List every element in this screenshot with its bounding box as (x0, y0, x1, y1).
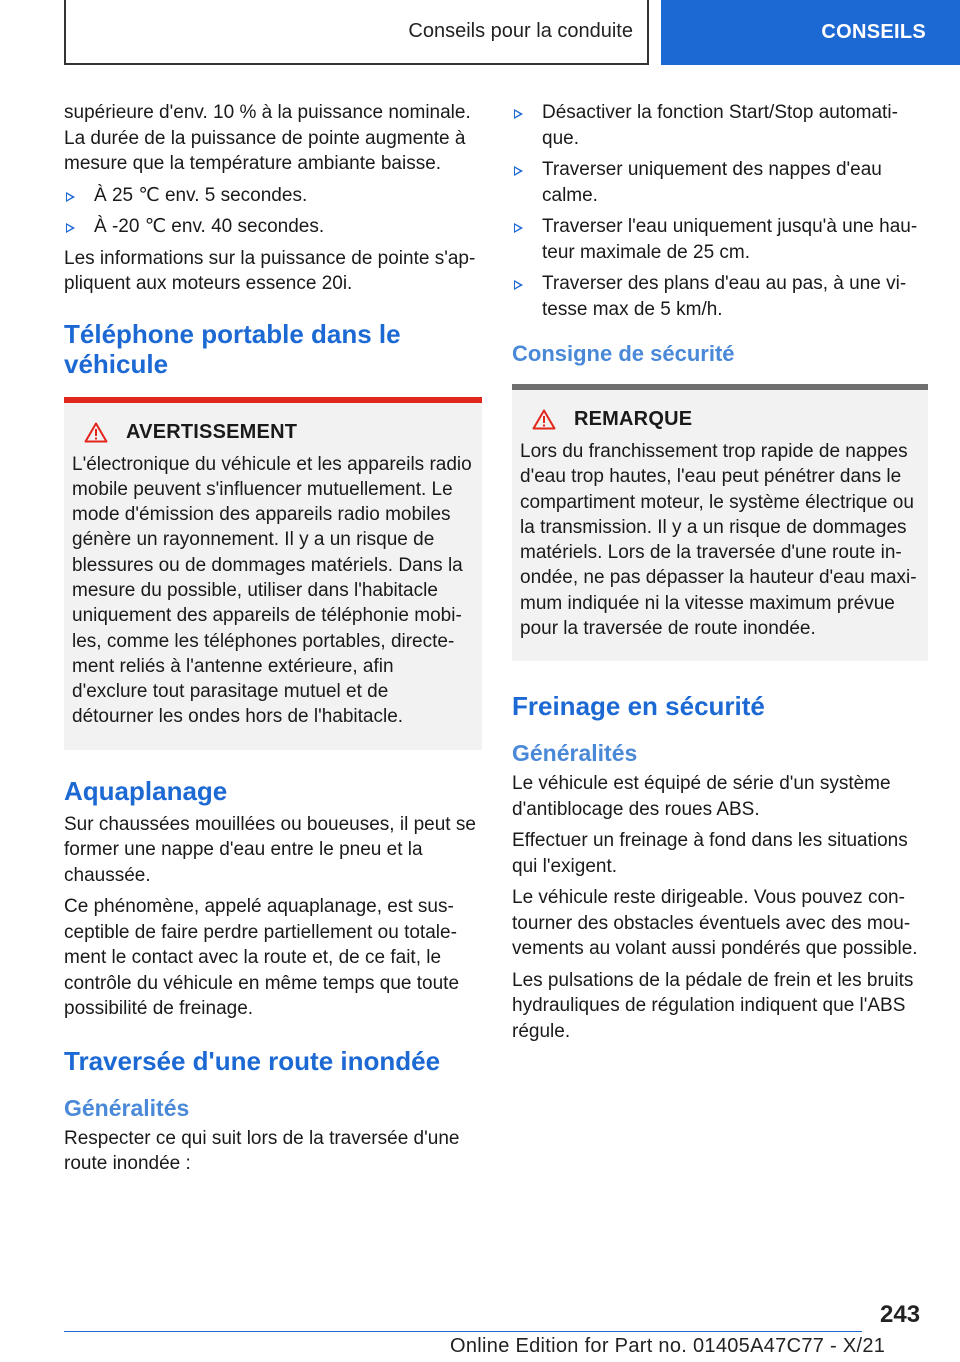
header-section-title (64, 0, 649, 65)
braking-heading: Freinage en sécurité (512, 691, 765, 722)
triangle-bullet-icon (514, 223, 523, 233)
warning-triangle-icon (532, 409, 556, 430)
warning-box (64, 397, 482, 750)
triangle-bullet-icon (66, 192, 75, 202)
footer-divider (64, 1331, 862, 1332)
info-paragraph: Les informations sur la puissance de pointe s'appliquent aux moteurs essence 20i. (64, 247, 476, 294)
remark-title: REMARQUE (574, 408, 693, 430)
footer-edition: Online Edition for Part no. 01405A47C77 - X/21 (450, 1335, 886, 1357)
triangle-bullet-icon (514, 166, 523, 176)
remark-box (512, 384, 928, 661)
temperature-list (64, 183, 482, 240)
list-item: Traverser uniquement des nappes d'eau calme. (512, 157, 928, 208)
warning-triangle-icon (84, 422, 108, 443)
header-chapter-tab (661, 0, 960, 65)
list-item: Traverser l'eau uniquement jusqu'à une hauteur maximale de 25 cm. (512, 214, 928, 265)
intro-paragraph: supérieure d'env. 10 % à la puissance nominale. La durée de la puissance de pointe augmente à mesure que la température ambiante baisse. (64, 102, 471, 174)
list-item: À 25 ℃ env. 5 secondes. (64, 183, 482, 209)
right-column (512, 100, 928, 1050)
warning-title: AVERTISSEMENT (126, 420, 298, 443)
aquaplaning-paragraph-1: Sur chaussées mouillées ou boueuses, il peut se former une nappe d'eau entre le pneu et la chaussée. (64, 813, 476, 886)
phone-heading: Téléphone portable dans le véhicule (64, 318, 401, 379)
flooded-road-paragraph: Respecter ce qui suit lors de la traversée d'une route inondée : (64, 1127, 460, 1175)
chapter-text: CONSEILS (821, 21, 926, 43)
aquaplaning-heading: Aquaplanage (64, 775, 228, 806)
flooded-road-heading: Traversée d'une route inondée (64, 1045, 441, 1076)
braking-subheading: Généralités (512, 740, 638, 767)
section-title-text: Conseils pour la conduite (408, 20, 633, 42)
list-item: Traverser des plans d'eau au pas, à une vitesse max de 5 km/h. (512, 271, 928, 322)
triangle-bullet-icon (66, 223, 75, 233)
triangle-bullet-icon (514, 280, 523, 290)
flooded-road-subheading: Généralités (64, 1094, 190, 1121)
left-column (64, 100, 482, 1183)
aquaplaning-paragraph-2: Ce phénomène, appelé aquaplanage, est susceptible de faire perdre partiellement ou totalement le contact avec la route et, de ce fait, le contrôle du véhicule en même temps que toute possibilité de freinage. (64, 896, 460, 1020)
list-item: À -20 ℃ env. 40 secondes. (64, 214, 482, 240)
braking-paragraph-1: Le véhicule est équipé de série d'un système d'antiblocage des roues ABS. (512, 773, 891, 820)
triangle-bullet-icon (514, 109, 523, 119)
page-number: 243 (880, 1301, 921, 1328)
list-item: Désactiver la fonction Start/Stop automatique. (512, 100, 928, 151)
flood-instructions-list (512, 100, 928, 322)
remark-text: Lors du franchissement trop rapide de nappes d'eau trop hautes, l'eau peut pénétrer dans le compartiment moteur, le système électrique ou la transmission. Il y a un risque de dommages matériels. Lors de la traversée d'une route inondée, ne pas dépasser la hauteur d'eau maximum indiquée ni la vitesse maximum prévue pour la traversée de route inondée. (520, 441, 917, 640)
braking-paragraph-2: Effectuer un freinage à fond dans les situations qui l'exigent. (512, 830, 908, 877)
braking-paragraph-3: Le véhicule reste dirigeable. Vous pouvez contourner des obstacles éventuels avec des mouvements au volant aussi pondérés que possible. (512, 887, 918, 960)
safety-heading: Consigne de sécurité (512, 341, 735, 366)
warning-text: L'électronique du véhicule et les appareils radio mobile peuvent s'influencer mutuellement. Le mode d'émission des appareils radio mobiles génère un rayonnement. Il y a un risque de blessures ou de dommages matériels. Dans la mesure du possible, utiliser dans l'habitacle uniquement des appareils de téléphonie mobiles, comme les téléphones portables, directement reliés à l'antenne extérieure, afin d'exclure tout parasitage mutuel et de détourner les ondes hors de l'habitacle. (72, 453, 472, 728)
braking-paragraph-4: Les pulsations de la pédale de frein et les bruits hydrauliques de régulation indiquent que l'ABS régule. (512, 969, 914, 1042)
